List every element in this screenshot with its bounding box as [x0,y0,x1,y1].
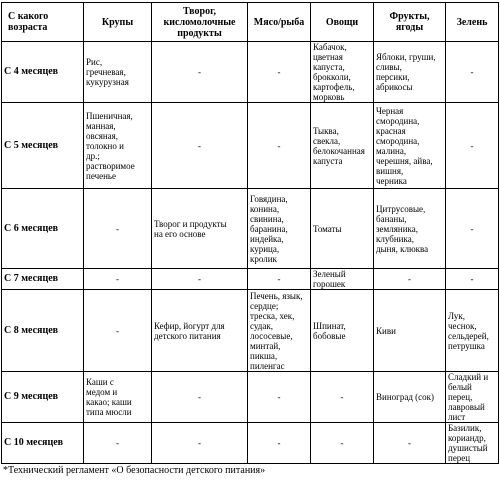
table-row [2,372,499,423]
age-cell: С 9 месяцев [2,372,84,423]
table-cell: - [84,423,152,464]
table-cell: - [248,372,311,423]
table-cell: - [311,423,374,464]
table-cell: - [152,269,248,290]
table-cell: Сладкий и белый перец, лавровый лист [446,372,499,423]
header-grains: Крупы [84,3,152,42]
table-body [2,42,499,464]
table-cell: - [248,103,311,189]
table-cell: Киви [374,290,446,372]
table-cell: Кефир, йогурт для детского питания [152,290,248,372]
table-cell: - [446,42,499,103]
table-cell: Печень, язык, сердце; треска, хек, судак, лососевые, минтай, пикша, пиленгас [248,290,311,372]
header-meat-fish: Мясо/рыба [248,3,311,42]
table-row [2,42,499,103]
table-cell: Черная смородина, красная смородина, малина, черешня, айва, вишня, черника [374,103,446,189]
header-row [2,3,499,42]
table-cell: Базилик, кориандр, душистый перец [446,423,499,464]
table-cell: Рис, гречневая, кукурузная [84,42,152,103]
table-cell: - [248,269,311,290]
header-vegetables: Овощи [311,3,374,42]
table-cell: - [374,423,446,464]
header-age: С какого возраста [2,3,84,42]
table-cell: - [84,269,152,290]
table-cell: Томаты [311,189,374,269]
table-row [2,423,499,464]
age-cell: С 5 месяцев [2,103,84,189]
table-cell: - [152,103,248,189]
table-cell: - [374,269,446,290]
header-fruits: Фрукты, ягоды [374,3,446,42]
age-cell: С 4 месяцев [2,42,84,103]
table-cell: Зеленый горошек [311,269,374,290]
table-row [2,103,499,189]
table-cell: Говядина, конина, свинина, баранина, индейка, курица, кролик [248,189,311,269]
table-cell: - [446,269,499,290]
table-cell: - [152,372,248,423]
table-cell: - [248,423,311,464]
table-cell: - [152,423,248,464]
table-cell: Тыква, свекла, белокочанная капуста [311,103,374,189]
age-cell: С 10 месяцев [2,423,84,464]
table-row [2,269,499,290]
table-cell: Пшеничная, манная, овсяная, толокно и др.; растворимое печенье [84,103,152,189]
footnote: *Технический регламент «О безопасности детского питания» [3,465,266,476]
table-cell: Виноград (сок) [374,372,446,423]
feeding-table [1,2,499,464]
table-cell: - [446,103,499,189]
table-cell: - [446,189,499,269]
header-greens: Зелень [446,3,499,42]
age-cell: С 8 месяцев [2,290,84,372]
age-cell: С 6 месяцев [2,189,84,269]
table-cell: Шпинат, бобовые [311,290,374,372]
header-dairy: Творог, кисломолочные продукты [152,3,248,42]
table-cell: Цитрусовые, бананы, земляника, клубника, дыня, клюква [374,189,446,269]
age-cell: С 7 месяцев [2,269,84,290]
table-cell: - [84,290,152,372]
table-cell: Творог и продукты на его основе [152,189,248,269]
table-row [2,189,499,269]
table-cell: - [311,372,374,423]
table-row [2,290,499,372]
table-cell: - [84,189,152,269]
table-cell: - [248,42,311,103]
table-cell: Кабачок, цветная капуста, брокколи, картофель, морковь [311,42,374,103]
table-cell: Яблоки, груши, сливы, персики, абрикосы [374,42,446,103]
table-cell: Лук, чеснок, сельдерей, петрушка [446,290,499,372]
table-cell: Каши с медом и какао; каши типа мюсли [84,372,152,423]
table-cell: - [152,42,248,103]
